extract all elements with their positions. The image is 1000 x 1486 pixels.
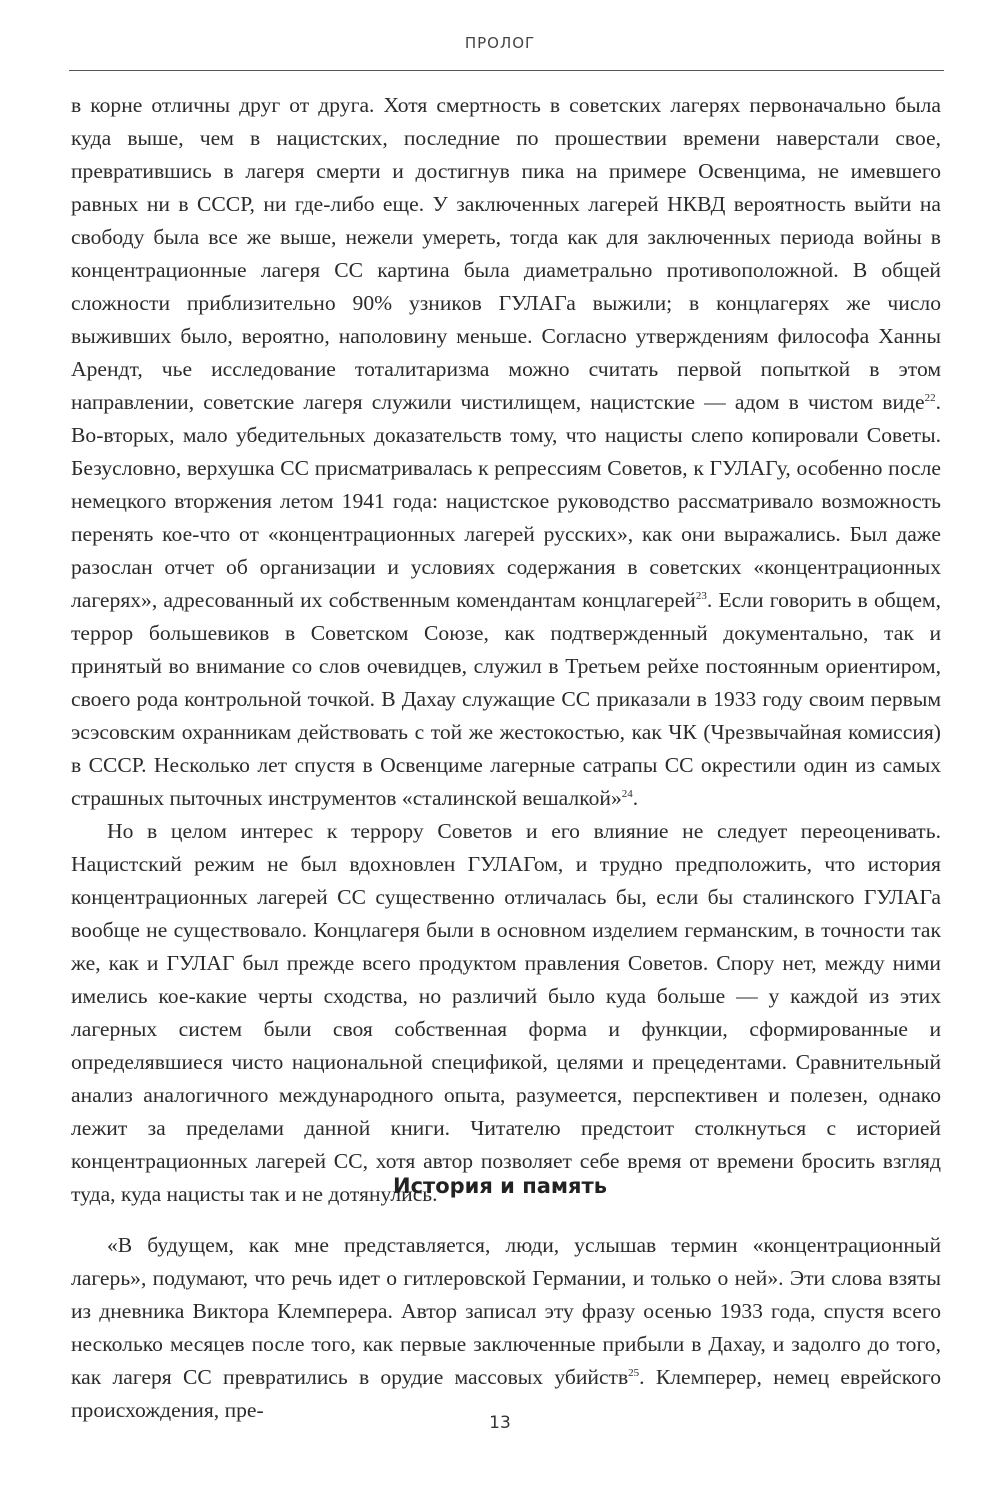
running-head: ПРОЛОГ: [464, 34, 536, 52]
paragraph-1: в корне отличны друг от друга. Хотя смертность в советских лагерях первоначально была куда выше, чем в нацистских, последние по прошествии времени наверстали свое, превратившись в лагеря смерти и достигнув пика на примере Освенцима, не имевшего равных ни в СССР, ни где-либо еще. У заключенных лагерей НКВД вероятность выйти на свободу была все же выше, нежели умереть, тогда как для заключенных периода войны в концентрационные лагеря СС картина была диаметрально противоположной. В общей сложности приблизительно 90% узников ГУЛАГа выжили; в концлагерях же число выживших было, вероятно, наполовину меньше. Согласно утверждениям философа Ханны Арендт, чье исследование тоталитаризма можно считать первой попыткой в этом направлении, советские лагеря служили чистилищем, нацистские — адом в чистом виде$^{22}$. Во-вторых, мало убедительных доказательств тому, что нацисты слепо копировали Советы. Безусловно, верхушка СС присматривалась к репрессиям Советов, к ГУЛАГу, особенно после немецкого вторжения летом 1941 года: нацистское руководство рассматривало возможность перенять кое-что от «концентрационных лагерей русских», как они выражались. Был даже разослан отчет об организации и условиях содержания в советских «концентрационных лагерях», адресованный их собственным комендантам концлагерей$^{23}$. Если говорить в общем, террор большевиков в Советском Союзе, как подтвержденный документально, так и принятый во внимание со слов очевидцев, служил в Третьем рейхе постоянным ориентиром, своего рода контрольной точкой. В Дахау служащие СС приказали в 1933 году своим первым эсэсовским охранникам действовать с той же жестокостью, как ЧК (Чрезвычайная комиссия) в СССР. Несколько лет спустя в Освенциме лагерные сатрапы СС окрестили один из самых страшных пыточных инструментов «сталинской вешалкой»$^{24}$.: [71, 93, 941, 810]
footnote-ref-22[interactable]: 22: [924, 391, 936, 404]
paragraph-3: «В будущем, как мне представляется, люди, услышав термин «концентрационный лагерь», подумают, что речь идет о гитлеровской Германии, и только о ней». Эти слова взяты из дневника Виктора Клемперера. Автор записал эту фразу осенью 1933 года, спустя всего несколько месяцев после того, как первые заключенные прибыли в Дахау, и задолго до того, как лагеря СС превратились в орудие массовых убийств$^{25}$. Клемперер, немец еврейского происхождения, пре-: [71, 1233, 941, 1422]
footnote-ref-23[interactable]: 23: [695, 589, 707, 602]
footnote-ref-24[interactable]: 24: [621, 787, 633, 800]
page-number: 13: [489, 1413, 511, 1433]
header-rule: [69, 70, 944, 71]
section-heading: История и память: [393, 1174, 607, 1198]
paragraph-2: Но в целом интерес к террору Советов и его влияние не следует переоценивать. Нацистский режим не был вдохновлен ГУЛАГом, и трудно предположить, что история концентрационных лагерей СС существенно отличалась бы, если бы сталинского ГУЛАГа вообще не существовало. Концлагеря были в основном изделием германским, в точности так же, как и ГУЛАГ был прежде всего продуктом правления Советов. Спору нет, между ними имелись кое-какие черты сходства, но различий было куда больше — у каждой из этих лагерных систем были своя собственная форма и функции, сформированные и определявшиеся чисто национальной спецификой, целями и прецедентами. Сравнительный анализ аналогичного международного опыта, разумеется, перспективен и полезен, однако лежит за пределами данной книги. Читателю предстоит столкнуться с историей концентрационных лагерей СС, хотя автор позволяет себе время от времени бросить взгляд туда, куда нацисты так и не дотянулись.: [71, 819, 941, 1206]
section-continued-text: [71, 89, 941, 1211]
footnote-ref-25[interactable]: 25: [628, 1366, 640, 1379]
section-history-memory-text: [71, 1229, 941, 1427]
